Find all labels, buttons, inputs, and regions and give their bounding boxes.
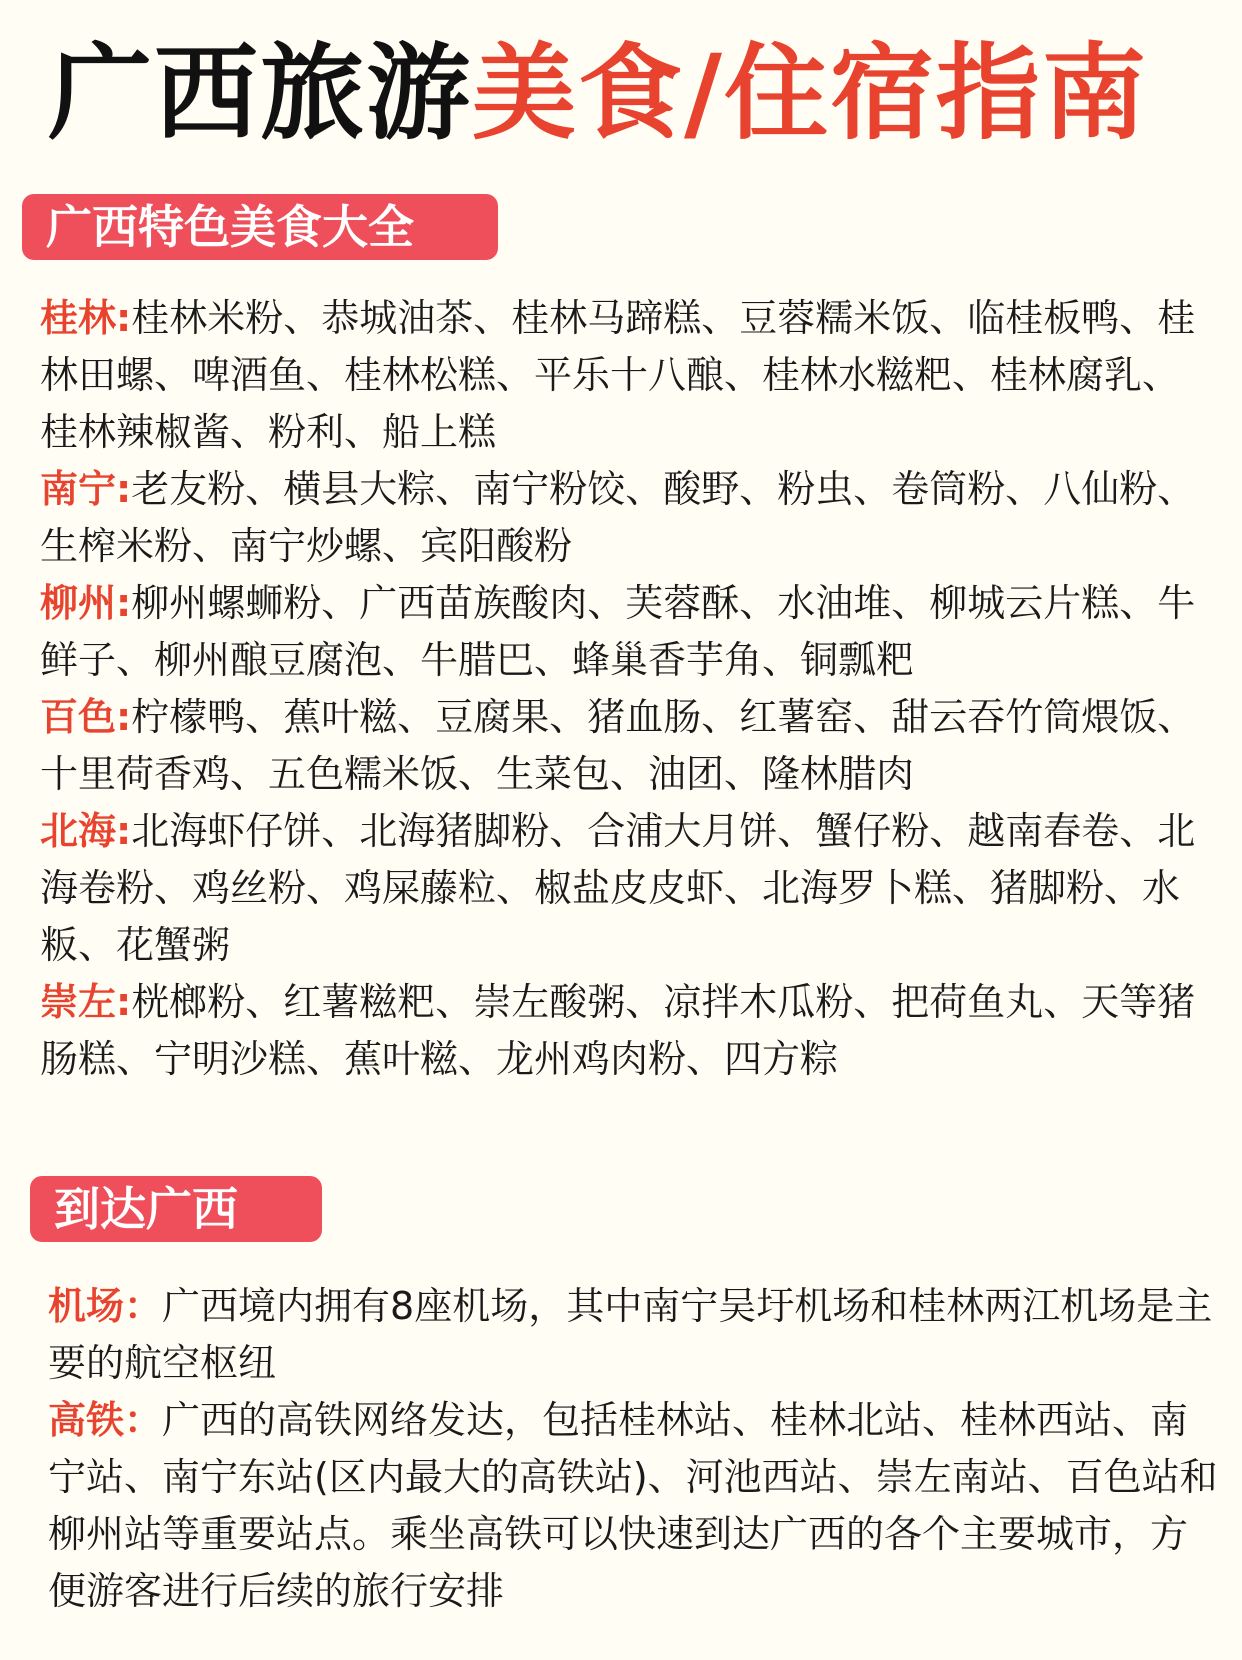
arrive-text: 广西境内拥有8座机场，其中南宁吴圩机场和桂林两江机场是主要的航空枢纽 [48,1284,1213,1385]
food-entry-chongzuo [40,974,1210,1088]
title-part-black: 广西旅游 [48,32,473,154]
arrive-entry-airport [48,1278,1218,1392]
food-section-heading: 广西特色美食大全 [22,194,498,260]
city-label: 南宁: [40,467,132,511]
food-items: 老友粉、横县大粽、南宁粉饺、酸野、粉虫、卷筒粉、八仙粉、生榨米粉、南宁炒螺、宾阳酸粉 [40,467,1196,568]
food-entry-nanning [40,461,1210,575]
city-label: 百色: [40,695,132,739]
food-entry-beihai [40,803,1210,974]
page-title [48,28,1148,158]
food-list [40,290,1210,1088]
arrive-section-heading: 到达广西 [30,1176,322,1242]
arrive-text: 广西的高铁网络发达，包括桂林站、桂林北站、桂林西站、南宁站、南宁东站(区内最大的高铁站)、河池西站、崇左南站、百色站和柳州站等重要站点。乘坐高铁可以快速到达广西的各个主要城市，方便游客进行后续的旅行安排 [48,1398,1218,1613]
city-label: 北海: [40,809,132,853]
food-items: 桄榔粉、红薯糍粑、崇左酸粥、凉拌木瓜粉、把荷鱼丸、天等猪肠糕、宁明沙糕、蕉叶糍、龙州鸡肉粉、四方粽 [40,980,1196,1081]
food-entry-baise [40,689,1210,803]
city-label: 柳州: [40,581,132,625]
food-items: 柠檬鸭、蕉叶糍、豆腐果、猪血肠、红薯窑、甜云吞竹筒煨饭、十里荷香鸡、五色糯米饭、生菜包、油团、隆林腊肉 [40,695,1196,796]
food-entry-liuzhou [40,575,1210,689]
arrive-list [48,1278,1218,1620]
city-label: 崇左: [40,980,132,1024]
food-items: 北海虾仔饼、北海猪脚粉、合浦大月饼、蟹仔粉、越南春卷、北海卷粉、鸡丝粉、鸡屎藤粒、椒盐皮皮虾、北海罗卜糕、猪脚粉、水粄、花蟹粥 [40,809,1196,967]
city-label: 桂林: [40,296,132,340]
food-entry-guilin [40,290,1210,461]
food-items: 桂林米粉、恭城油茶、桂林马蹄糕、豆蓉糯米饭、临桂板鸭、桂林田螺、啤酒鱼、桂林松糕、平乐十八酿、桂林水糍粑、桂林腐乳、桂林辣椒酱、粉利、船上糕 [40,296,1196,454]
arrive-label: 高铁： [48,1398,163,1442]
title-part-red: 美食/住宿指南 [472,32,1149,154]
arrive-label: 机场： [48,1284,163,1328]
arrive-entry-highspeed-rail [48,1392,1218,1620]
food-items: 柳州螺蛳粉、广西苗族酸肉、芙蓉酥、水油堆、柳城云片糕、牛鲜子、柳州酿豆腐泡、牛腊巴、蜂巢香芋角、铜瓢粑 [40,581,1196,682]
